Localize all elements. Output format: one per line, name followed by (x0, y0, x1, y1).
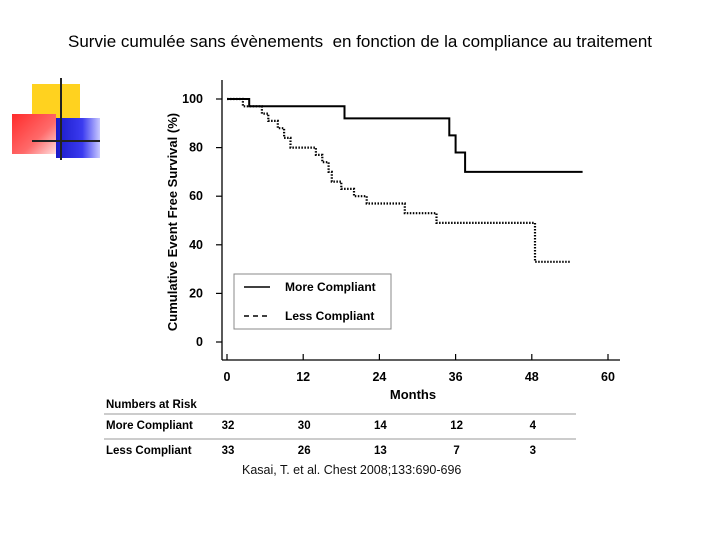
risk-value: 13 (374, 445, 387, 457)
slide-title: Survie cumulée sans évènements en fonction de la compliance au traitement (68, 32, 652, 51)
risk-row-label: Less Compliant (106, 445, 192, 457)
risk-table-heading: Numbers at Risk (106, 399, 197, 411)
y-tick-label: 100 (182, 92, 203, 106)
risk-value: 4 (529, 420, 537, 432)
y-tick-label: 40 (189, 237, 203, 252)
y-tick-label: 20 (189, 286, 203, 301)
x-tick-label: 36 (448, 370, 463, 384)
legend-label: More Compliant (285, 280, 376, 294)
x-tick-label: 0 (223, 370, 231, 384)
series-line-more-compliant (227, 99, 583, 172)
y-tick-label: 80 (189, 140, 203, 155)
y-tick-label: 0 (196, 335, 203, 349)
series-line-less-compliant (227, 99, 570, 262)
risk-value: 12 (450, 420, 463, 432)
x-tick-label: 48 (524, 370, 539, 384)
x-tick-label: 12 (296, 370, 311, 384)
risk-value: 14 (374, 420, 387, 432)
x-axis-label: Months (389, 387, 437, 402)
y-tick-label: 60 (189, 189, 203, 204)
risk-value: 32 (221, 420, 235, 432)
risk-value: 3 (529, 445, 537, 457)
x-tick-label: 60 (601, 370, 615, 384)
risk-row-label: More Compliant (106, 420, 193, 432)
x-tick-label: 24 (372, 370, 387, 384)
citation: Kasai, T. et al. Chest 2008;133:690-696 (242, 463, 462, 477)
y-axis-label: Cumulative Event Free Survival (%) (165, 112, 180, 332)
risk-value: 7 (453, 445, 460, 457)
risk-value: 30 (297, 420, 311, 432)
risk-value: 33 (221, 445, 235, 457)
legend-label: Less Compliant (285, 309, 375, 323)
risk-value: 26 (297, 445, 311, 457)
